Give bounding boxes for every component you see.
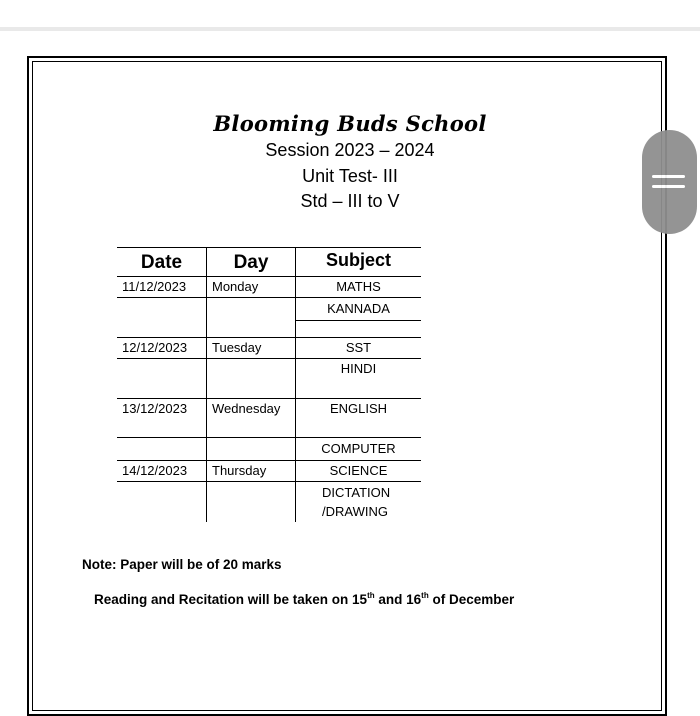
session-line: Session 2023 – 2024	[265, 140, 435, 160]
table-cell-date: 14/12/2023	[122, 463, 188, 478]
table-row-border	[117, 481, 421, 482]
table-top-border	[117, 247, 421, 248]
ordinal-suffix: th	[367, 591, 375, 600]
table-cell-date: 12/12/2023	[122, 340, 188, 355]
column-header-subject: Subject	[325, 250, 391, 270]
table-cell-subject: DICTATION	[322, 485, 391, 500]
column-header-day: Day	[233, 252, 269, 273]
reading-recitation-text	[94, 591, 514, 607]
table-cell-subject: SST	[345, 340, 372, 355]
table-row-border	[295, 320, 421, 321]
table-cell-subject: KANNADA	[327, 301, 390, 316]
table-cell-day: Monday	[212, 279, 259, 294]
table-cell-date: 13/12/2023	[122, 401, 188, 416]
table-column-divider	[206, 247, 207, 522]
table-row-border	[117, 398, 421, 399]
school-name: Blooming Buds School	[213, 111, 487, 136]
table-cell-subject: COMPUTER	[321, 441, 396, 456]
reading-text-part: and 16	[374, 592, 422, 607]
table-cell-subject: SCIENCE	[329, 463, 388, 478]
table-row-border	[117, 358, 421, 359]
table-cell-subject: /DRAWING	[322, 504, 388, 519]
table-row-border	[117, 337, 421, 338]
reading-text-part: of December	[428, 592, 515, 607]
unit-test-line: Unit Test- III	[302, 166, 398, 186]
top-band	[0, 0, 700, 31]
scroll-handle[interactable]	[642, 130, 697, 234]
table-cell-day: Wednesday	[212, 401, 281, 416]
note-text: Note: Paper will be of 20 marks	[82, 557, 282, 572]
table-row-border	[117, 297, 421, 298]
standard-line: Std – III to V	[300, 191, 400, 211]
table-cell-day: Tuesday	[212, 340, 262, 355]
table-header-border	[117, 276, 421, 277]
grip-line-icon	[652, 185, 685, 188]
table-cell-subject: HINDI	[340, 361, 377, 376]
column-header-date: Date	[140, 252, 183, 273]
table-cell-date: 11/12/2023	[122, 279, 187, 294]
table-cell-subject: ENGLISH	[329, 401, 388, 416]
table-cell-subject: MATHS	[336, 279, 381, 294]
table-row-border	[117, 460, 421, 461]
grip-line-icon	[652, 175, 685, 178]
ordinal-suffix: th	[421, 591, 429, 600]
table-cell-day: Thursday	[212, 463, 267, 478]
reading-text-part: Reading and Recitation will be taken on 15	[94, 592, 368, 607]
table-row-border	[117, 437, 421, 438]
